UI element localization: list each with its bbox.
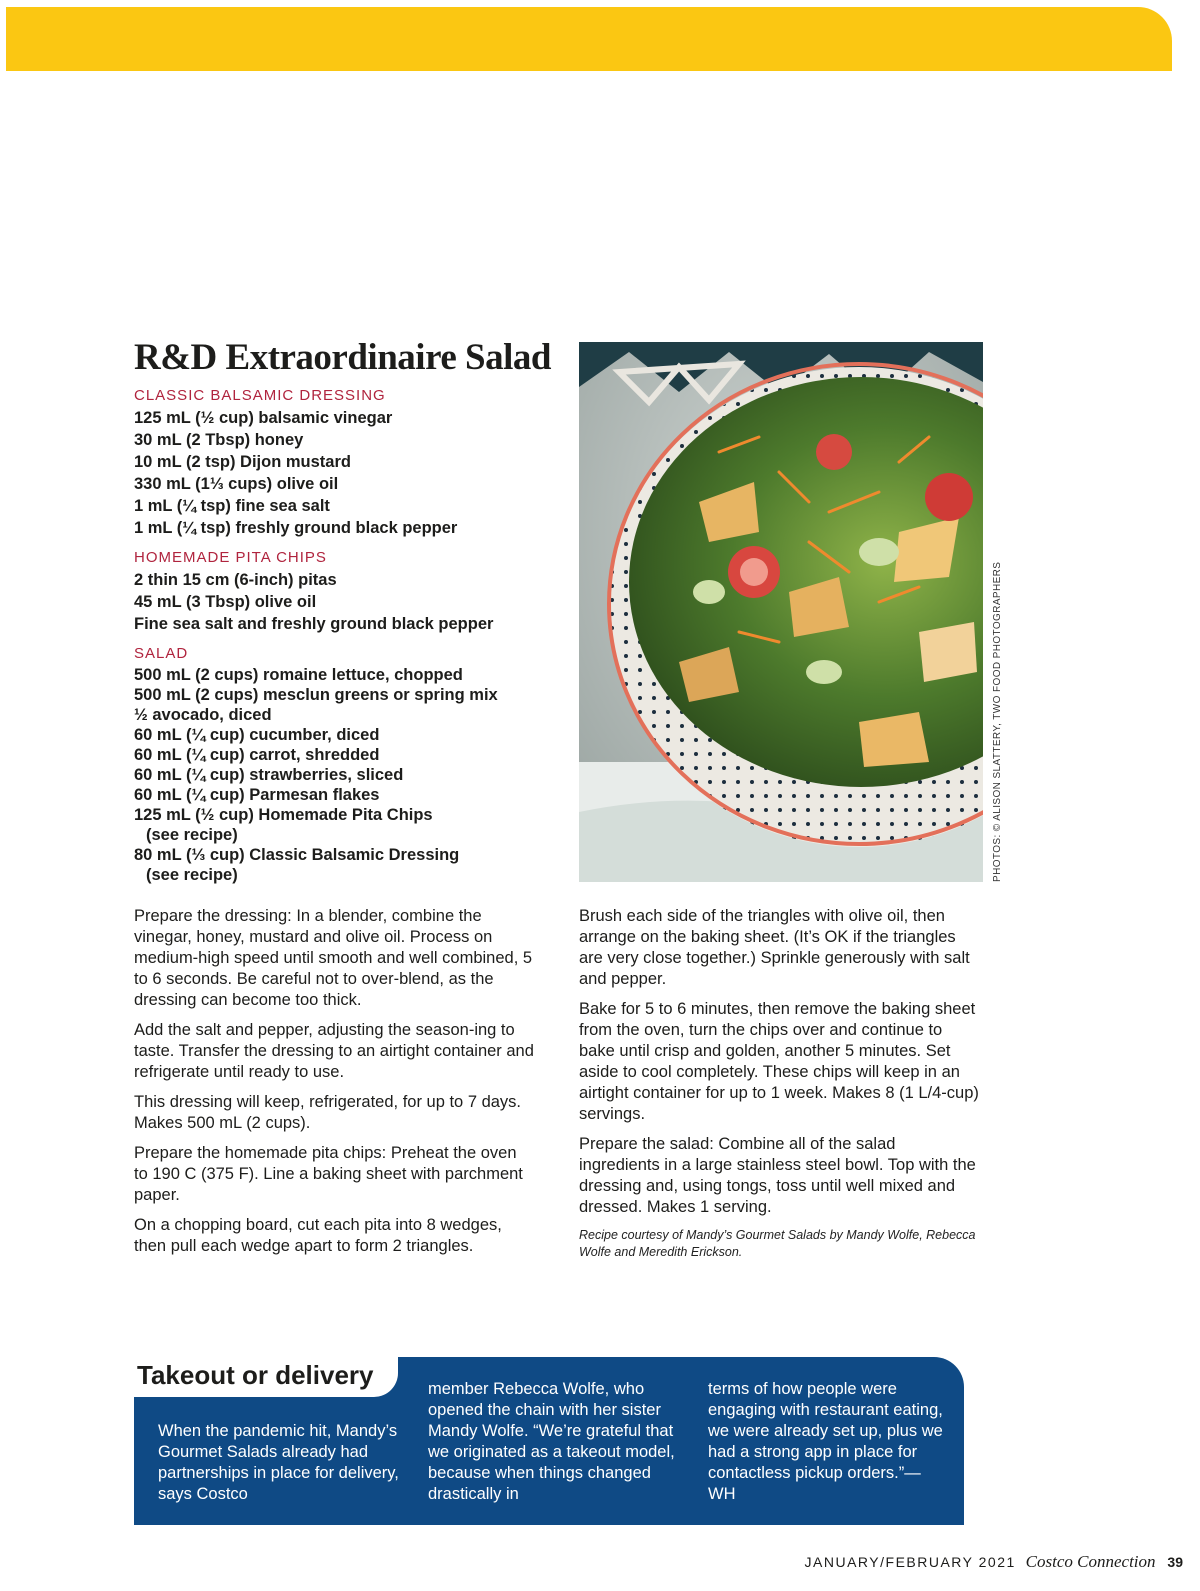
sidebar-text-col2: member Rebecca Wolfe, who opened the chain with her sister Mandy Wolfe. “We’re grateful that we originated as a takeout model, because when things changed drastically in <box>428 1380 675 1503</box>
ingredient-item: 330 mL (1⅓ cups) olive oil <box>134 475 339 493</box>
sidebar-title: Takeout or delivery <box>137 1360 374 1390</box>
dressing-heading: CLASSIC BALSAMIC DRESSING <box>134 387 386 404</box>
salad-heading: SALAD <box>134 645 189 662</box>
instructions-left-column <box>134 906 534 1266</box>
ingredient-item: 500 mL (2 cups) romaine lettuce, chopped <box>134 666 463 684</box>
ingredient-item: 500 mL (2 cups) mesclun greens or spring mix <box>134 686 498 704</box>
instruction-paragraph: Prepare the homemade pita chips: Preheat the oven to 190 C (375 F). Line a baking sheet with parchment paper. <box>134 1144 523 1204</box>
ingredient-item: 10 mL (2 tsp) Dijon mustard <box>134 453 351 471</box>
issue-date: JANUARY/FEBRUARY 2021 <box>804 1554 1016 1570</box>
ingredient-item: 125 mL (½ cup) Homemade Pita Chips <box>134 806 433 824</box>
ingredient-item: (see recipe) <box>146 826 238 844</box>
photo-credit: PHOTOS: © ALISON SLATTERY, TWO FOOD PHOTOGRAPHERS <box>992 561 1003 882</box>
page-number: 39 <box>1167 1554 1183 1570</box>
ingredient-item: 2 thin 15 cm (6-inch) pitas <box>134 571 337 589</box>
instruction-paragraph: Add the salt and pepper, adjusting the season-ing to taste. Transfer the dressing to an airtight container and refrigerate until ready to use. <box>134 1021 534 1081</box>
ingredient-item: 60 mL (¼ cup) strawberries, sliced <box>134 766 404 784</box>
pita-ingredients <box>134 569 564 635</box>
salad-ingredients <box>134 665 564 885</box>
ingredient-item: 60 mL (¼ cup) carrot, shredded <box>134 746 380 764</box>
instructions-right-column <box>579 906 979 1270</box>
ingredient-item: Fine sea salt and freshly ground black pepper <box>134 615 494 633</box>
ingredients-list <box>134 386 564 894</box>
magazine-name: Costco Connection <box>1025 1552 1156 1571</box>
instruction-paragraph: This dressing will keep, refrigerated, for up to 7 days. Makes 500 mL (2 cups). <box>134 1093 522 1132</box>
instruction-paragraph: Prepare the salad: Combine all of the salad ingredients in a large stainless steel bowl. Top with the dressing and, using tongs, toss until well mixed and dressed. Makes 1 serving. <box>579 1135 976 1216</box>
ingredient-item: ½ avocado, diced <box>134 706 272 724</box>
recipe-courtesy: Recipe courtesy of Mandy’s Gourmet Salads by Mandy Wolfe, Rebecca Wolfe and Meredith Erickson. <box>579 1228 976 1259</box>
ingredient-item: 80 mL (⅓ cup) Classic Balsamic Dressing <box>134 846 460 864</box>
instruction-paragraph: On a chopping board, cut each pita into 8 wedges, then pull each wedge apart to form 2 triangles. <box>134 1216 502 1255</box>
takeout-sidebar <box>134 1357 964 1525</box>
page-footer <box>805 1552 1183 1572</box>
ingredient-item: (see recipe) <box>146 866 238 884</box>
sidebar-title-tab <box>134 1357 398 1397</box>
top-color-banner <box>6 7 1172 71</box>
ingredient-item: 30 mL (2 Tbsp) honey <box>134 431 304 449</box>
instruction-paragraph: Brush each side of the triangles with olive oil, then arrange on the baking sheet. (It’s OK if the triangles are very close together.) Sprinkle generously with salt and pepper. <box>579 907 970 988</box>
ingredient-item: 125 mL (½ cup) balsamic vinegar <box>134 409 393 427</box>
ingredient-item: 45 mL (3 Tbsp) olive oil <box>134 593 317 611</box>
dressing-ingredients <box>134 407 564 539</box>
sidebar-text-col3: terms of how people were engaging with restaurant eating, we were already set up, plus we had a strong app in place for contactless pickup orders.”—WH <box>708 1380 943 1503</box>
ingredient-item: 60 mL (¼ cup) cucumber, diced <box>134 726 380 744</box>
ingredient-item: 1 mL (¼ tsp) fine sea salt <box>134 497 330 515</box>
recipe-title: R&D Extraordinaire Salad <box>134 337 551 378</box>
sidebar-text-col1: When the pandemic hit, Mandy’s Gourmet Salads already had partnerships in place for delivery, says Costco <box>158 1422 399 1503</box>
instruction-paragraph: Bake for 5 to 6 minutes, then remove the baking sheet from the oven, turn the chips over and continue to bake until crisp and golden, another 5 minutes. Set aside to cool completely. These chips will keep in an airtight container for up to 1 week. Makes 8 (1 L/4-cup) servings. <box>579 1000 979 1123</box>
ingredient-item: 1 mL (¼ tsp) freshly ground black pepper <box>134 519 458 537</box>
pita-heading: HOMEMADE PITA CHIPS <box>134 549 327 566</box>
instruction-paragraph: Prepare the dressing: In a blender, combine the vinegar, honey, mustard and olive oil. Process on medium-high speed until smooth and well combined, 5 to 6 seconds. Be careful not to over-blend, as the dressing can become too thick. <box>134 907 533 1009</box>
ingredient-item: 60 mL (¼ cup) Parmesan flakes <box>134 786 380 804</box>
salad-photo <box>579 342 983 882</box>
